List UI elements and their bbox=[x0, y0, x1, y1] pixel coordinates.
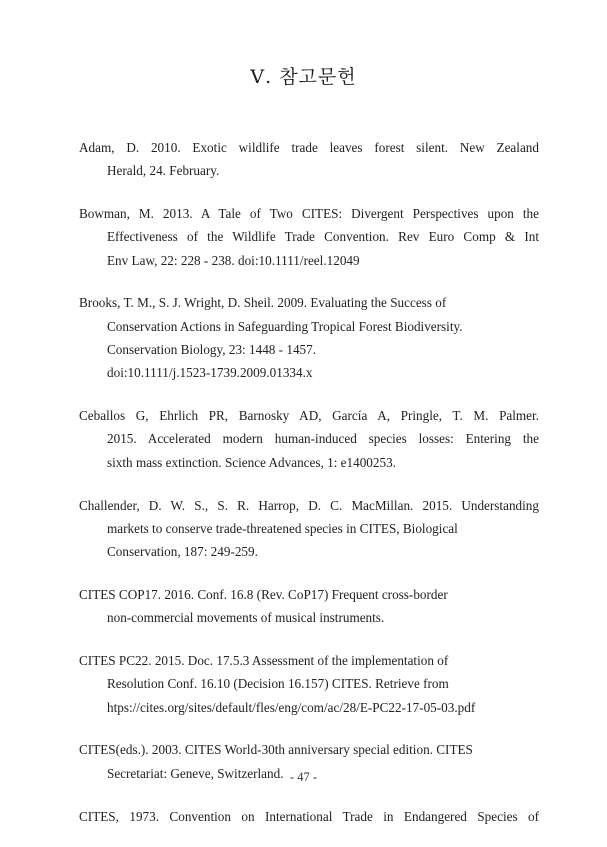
reference-line: non-commercial movements of musical instruments. bbox=[107, 610, 385, 626]
reference-line: Resolution Conf. 16.10 (Decision 16.157) CITES. Retrieve from bbox=[107, 676, 449, 692]
reference-item bbox=[79, 494, 539, 564]
reference-line: htps://cites.org/sites/default/fles/eng/com/ac/28/E-PC22-17-05-03.pdf bbox=[107, 699, 476, 715]
reference-line: Conservation Actions in Safeguarding Tropical Forest Biodiversity. bbox=[107, 318, 463, 334]
reference-list bbox=[79, 136, 539, 847]
page-number: - 47 - bbox=[289, 770, 318, 784]
reference-line: Env Law, 22: 228 - 238. doi:10.1111/reel.12049 bbox=[107, 252, 360, 268]
page-title: Ⅴ. 참고문헌 bbox=[250, 66, 357, 88]
reference-line: markets to conserve trade-threatened species in CITES, Biological bbox=[107, 520, 458, 536]
reference-line: Bowman, M. 2013. A Tale of Two CITES: Divergent Perspectives upon the bbox=[79, 206, 539, 222]
reference-item bbox=[79, 291, 539, 384]
reference-line: doi:10.1111/j.1523-1739.2009.01334.x bbox=[107, 365, 313, 381]
reference-item bbox=[79, 136, 539, 183]
reference-line: Challender, D. W. S., S. R. Harrop, D. C. MacMillan. 2015. Understanding bbox=[79, 497, 539, 513]
reference-line: Herald, 24. February. bbox=[107, 163, 220, 179]
reference-item bbox=[79, 202, 539, 272]
reference-line: CITES PC22. 2015. Doc. 17.5.3 Assessment of the implementation of bbox=[79, 653, 449, 669]
reference-line: CITES(eds.). 2003. CITES World-30th anniversary special edition. CITES bbox=[79, 742, 473, 758]
reference-item bbox=[79, 404, 539, 474]
reference-line: 2015. Accelerated modern human-induced species losses: Entering the bbox=[107, 431, 539, 447]
reference-line: Conservation, 187: 249-259. bbox=[107, 544, 258, 560]
reference-line: Ceballos G, Ehrlich PR, Barnosky AD, García A, Pringle, T. M. Palmer. bbox=[79, 408, 539, 424]
reference-item bbox=[79, 805, 539, 828]
reference-item bbox=[79, 583, 539, 630]
reference-line: Adam, D. 2010. Exotic wildlife trade leaves forest silent. New Zealand bbox=[79, 140, 539, 155]
reference-line: Effectiveness of the Wildlife Trade Convention. Rev Euro Comp & Int bbox=[107, 229, 539, 245]
reference-line: Conservation Biology, 23: 1448 - 1457. bbox=[107, 342, 317, 358]
reference-line: sixth mass extinction. Science Advances, 1: e1400253. bbox=[107, 454, 396, 470]
reference-line: CITES, 1973. Convention on International Trade in Endangered Species of bbox=[79, 808, 539, 824]
reference-line: CITES COP17. 2016. Conf. 16.8 (Rev. CoP17) Frequent cross-border bbox=[79, 586, 448, 602]
reference-line: Brooks, T. M., S. J. Wright, D. Sheil. 2009. Evaluating the Success of bbox=[79, 295, 447, 311]
reference-line: Secretariat: Geneve, Switzerland. bbox=[107, 765, 284, 781]
reference-item bbox=[79, 649, 539, 719]
